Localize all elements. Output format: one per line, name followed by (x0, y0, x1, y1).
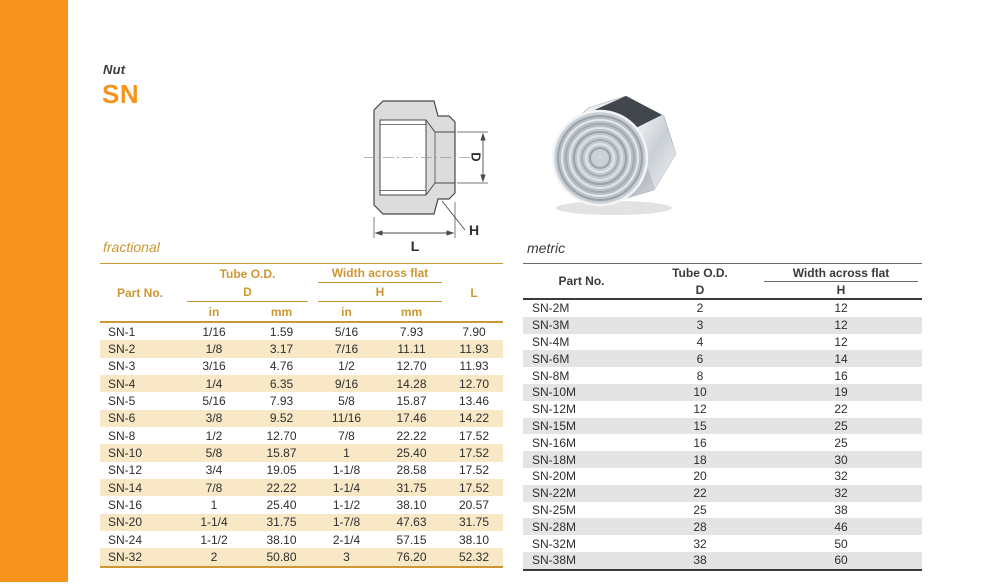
cell-d: 20 (693, 469, 707, 484)
cell-d_in: 1/16 (202, 324, 226, 339)
cell-l: 12.70 (458, 376, 490, 391)
cell-h: 14 (834, 351, 848, 366)
metric-table-body (523, 300, 922, 571)
fractional-table (100, 263, 503, 568)
table-row (100, 531, 503, 548)
cell-l: 20.57 (458, 498, 490, 513)
cell-d: 8 (696, 368, 704, 383)
cell-part: SN-12 (108, 463, 143, 478)
cell-d_mm: 1.59 (269, 324, 294, 339)
cell-h_mm: 25.40 (396, 446, 427, 461)
cell-part: SN-1 (108, 324, 136, 339)
cell-h_in: 3 (343, 550, 350, 565)
table-row (100, 410, 503, 427)
cell-d_in: 1/4 (205, 376, 223, 391)
column-header-part-no: Part No. (558, 274, 605, 288)
threaded-face (553, 111, 647, 205)
table-row (100, 444, 503, 461)
table-row (100, 323, 503, 340)
table-row (523, 418, 922, 435)
cell-part: SN-25M (532, 502, 577, 517)
column-header-tube-od: Tube O.D. (219, 266, 276, 281)
cell-h_in: 1 (343, 446, 350, 461)
table-row (523, 518, 922, 535)
cell-h: 32 (834, 469, 848, 484)
cell-d: 28 (693, 519, 707, 534)
column-header-d: D (187, 283, 308, 302)
cell-d: 25 (693, 502, 707, 517)
cell-part: SN-10M (532, 385, 577, 400)
cell-h_mm: 11.11 (397, 342, 426, 357)
cell-part: SN-5 (108, 394, 136, 409)
cell-l: 7.90 (462, 324, 486, 339)
cell-l: 31.75 (458, 515, 490, 530)
cell-part: SN-6M (532, 351, 570, 366)
cell-h_mm: 76.20 (396, 550, 427, 565)
cell-d_in: 1-1/2 (200, 532, 228, 547)
cell-d_mm: 38.10 (266, 532, 297, 547)
table-row (523, 317, 922, 334)
cell-part: SN-8 (108, 428, 136, 443)
cell-part: SN-2 (108, 342, 136, 357)
cell-l: 52.32 (458, 550, 490, 565)
cell-l: 14.22 (458, 411, 490, 426)
cell-part: SN-2M (532, 301, 570, 316)
cell-d: 22 (693, 486, 707, 501)
cell-l: 17.52 (458, 446, 490, 461)
table-row (100, 340, 503, 357)
cell-h: 46 (834, 519, 848, 534)
cell-h: 19 (834, 385, 848, 400)
cell-h_in: 1-1/8 (332, 463, 361, 478)
column-header-tube-od: Tube O.D. (672, 266, 728, 280)
cell-h: 16 (834, 368, 848, 383)
cell-part: SN-22M (532, 486, 577, 501)
table-row (100, 392, 503, 409)
cell-d: 18 (693, 452, 707, 467)
unit-header-in: in (341, 304, 352, 319)
cell-d_mm: 22.22 (266, 480, 297, 495)
cell-d_in: 1-1/4 (200, 515, 228, 530)
cell-h_in: 5/8 (338, 394, 355, 409)
cell-l: 17.52 (458, 480, 490, 495)
cell-h: 60 (834, 553, 848, 568)
cell-h_in: 11/16 (331, 411, 362, 426)
table-row (100, 514, 503, 531)
cell-d_in: 3/16 (202, 359, 226, 374)
cell-h: 12 (834, 301, 848, 316)
cell-part: SN-32M (532, 536, 577, 551)
cell-d_mm: 4.76 (269, 359, 294, 374)
cell-h_in: 1-1/4 (332, 480, 361, 495)
table-row (100, 548, 503, 565)
cell-part: SN-32 (108, 550, 143, 565)
column-header-width-across-flat: Width across flat (318, 264, 442, 283)
cell-l: 11.93 (459, 342, 489, 357)
cell-d_in: 1/2 (205, 428, 223, 443)
cell-h: 30 (834, 452, 848, 467)
cell-h: 25 (834, 418, 848, 433)
cell-h_mm: 38.10 (396, 498, 427, 513)
cell-h_in: 9/16 (334, 376, 359, 391)
cell-d: 15 (693, 418, 707, 433)
unit-header-mm: mm (270, 304, 293, 319)
cell-d_mm: 31.75 (266, 515, 297, 530)
cell-h: 22 (834, 402, 848, 417)
dimension-label-d: D (468, 152, 484, 162)
cell-part: SN-4 (108, 376, 136, 391)
cell-d: 6 (696, 351, 704, 366)
cell-d: 3 (696, 318, 704, 333)
cell-part: SN-4M (532, 334, 570, 349)
cell-d_in: 5/8 (205, 446, 223, 461)
table-row (523, 350, 922, 367)
metric-table-header (523, 263, 922, 300)
cell-h_in: 1-7/8 (332, 515, 361, 530)
fractional-section-label: fractional (103, 239, 160, 255)
cell-h_mm: 31.75 (396, 480, 427, 495)
cell-d_mm: 19.05 (266, 463, 297, 478)
cell-d_in: 3/4 (205, 463, 223, 478)
technical-drawing (338, 90, 508, 255)
cell-h: 12 (834, 318, 848, 333)
cell-part: SN-3 (108, 359, 136, 374)
orange-side-band (0, 0, 68, 582)
cell-d_mm: 6.35 (269, 376, 294, 391)
cell-part: SN-24 (108, 532, 143, 547)
cell-l: 13.46 (458, 394, 490, 409)
cell-h_mm: 7.93 (399, 324, 424, 339)
cell-d: 10 (693, 385, 707, 400)
table-row (100, 462, 503, 479)
cell-h_in: 1/2 (338, 359, 355, 374)
column-header-h: H (318, 283, 442, 302)
cell-h_in: 2-1/4 (332, 532, 361, 547)
metric-section-label: metric (527, 240, 566, 256)
dimension-label-h: H (468, 222, 480, 238)
table-row (100, 358, 503, 375)
cell-l: 17.52 (458, 463, 490, 478)
cell-part: SN-28M (532, 519, 577, 534)
cell-part: SN-14 (108, 480, 143, 495)
table-row (100, 479, 503, 496)
product-photo (542, 84, 690, 222)
cell-d: 12 (693, 402, 707, 417)
fractional-table-header (100, 263, 503, 323)
category-label: Nut (103, 62, 126, 77)
table-row (523, 502, 922, 519)
table-row (100, 375, 503, 392)
dimension-label-l: L (410, 238, 420, 254)
cell-d: 38 (693, 553, 707, 568)
cell-part: SN-12M (532, 402, 577, 417)
cell-d: 32 (693, 536, 707, 551)
cell-d_in: 1/8 (205, 342, 223, 357)
cell-h_in: 7/16 (334, 342, 359, 357)
cell-part: SN-3M (532, 318, 570, 333)
cell-h_mm: 17.46 (396, 411, 427, 426)
cell-d: 4 (696, 334, 704, 349)
cell-part: SN-18M (532, 452, 577, 467)
table-row (523, 485, 922, 502)
cell-h_in: 1-1/2 (332, 498, 361, 513)
table-row (523, 451, 922, 468)
column-header-h: H (836, 283, 846, 297)
cell-part: SN-8M (532, 368, 570, 383)
cell-d_in: 5/16 (202, 394, 226, 409)
table-row (523, 384, 922, 401)
cell-l: 17.52 (458, 428, 490, 443)
table-row (523, 535, 922, 552)
cell-part: SN-20 (108, 515, 143, 530)
cell-h: 25 (834, 435, 848, 450)
cell-h_mm: 28.58 (396, 463, 427, 478)
cell-part: SN-16 (108, 498, 143, 513)
cell-h_in: 5/16 (334, 324, 359, 339)
cell-d_in: 1 (210, 498, 218, 513)
table-row (523, 468, 922, 485)
table-row (523, 367, 922, 384)
product-code-title: SN (102, 79, 140, 109)
cell-part: SN-15M (532, 418, 577, 433)
fractional-table-body (100, 323, 503, 568)
table-row (523, 401, 922, 418)
metric-table (523, 263, 922, 571)
cell-h: 38 (834, 502, 848, 517)
column-header-width-across-flat: Width across flat (764, 264, 918, 282)
unit-header-mm: mm (400, 304, 423, 319)
unit-header-in: in (208, 304, 220, 319)
cell-d_mm: 7.93 (269, 394, 294, 409)
cell-h: 32 (834, 486, 848, 501)
cell-d_in: 2 (210, 550, 218, 565)
column-header-l: L (470, 285, 478, 300)
cell-l: 11.93 (459, 359, 489, 374)
column-header-d: D (695, 283, 705, 297)
table-row (100, 427, 503, 444)
cell-h_mm: 14.28 (396, 376, 427, 391)
cell-d_in: 3/8 (205, 411, 223, 426)
cell-h_mm: 57.15 (396, 532, 427, 547)
cell-h: 12 (834, 334, 848, 349)
cell-part: SN-10 (108, 446, 143, 461)
cell-l: 38.10 (458, 532, 490, 547)
cell-d_mm: 50.80 (266, 550, 297, 565)
cell-d: 16 (693, 435, 707, 450)
cell-part: SN-16M (532, 435, 577, 450)
table-row (523, 552, 922, 569)
cell-d_mm: 25.40 (266, 498, 297, 513)
table-row (523, 334, 922, 351)
cell-part: SN-20M (532, 469, 577, 484)
cell-d: 2 (696, 301, 704, 316)
cell-d_in: 7/8 (205, 480, 223, 495)
cell-h_mm: 22.22 (396, 428, 427, 443)
cell-part: SN-38M (532, 553, 577, 568)
cell-d_mm: 15.87 (266, 446, 297, 461)
cell-d_mm: 3.17 (269, 342, 294, 357)
cell-h_mm: 47.63 (396, 515, 427, 530)
cell-h: 50 (834, 536, 848, 551)
table-row (100, 496, 503, 513)
column-header-part-no: Part No. (116, 285, 163, 300)
cell-d_mm: 12.70 (266, 428, 297, 443)
cell-h_mm: 15.87 (396, 394, 427, 409)
cell-d_mm: 9.52 (269, 411, 294, 426)
table-row (523, 300, 922, 317)
cell-h_mm: 12.70 (396, 359, 427, 374)
cell-part: SN-6 (108, 411, 136, 426)
cell-h_in: 7/8 (338, 428, 355, 443)
table-row (523, 434, 922, 451)
